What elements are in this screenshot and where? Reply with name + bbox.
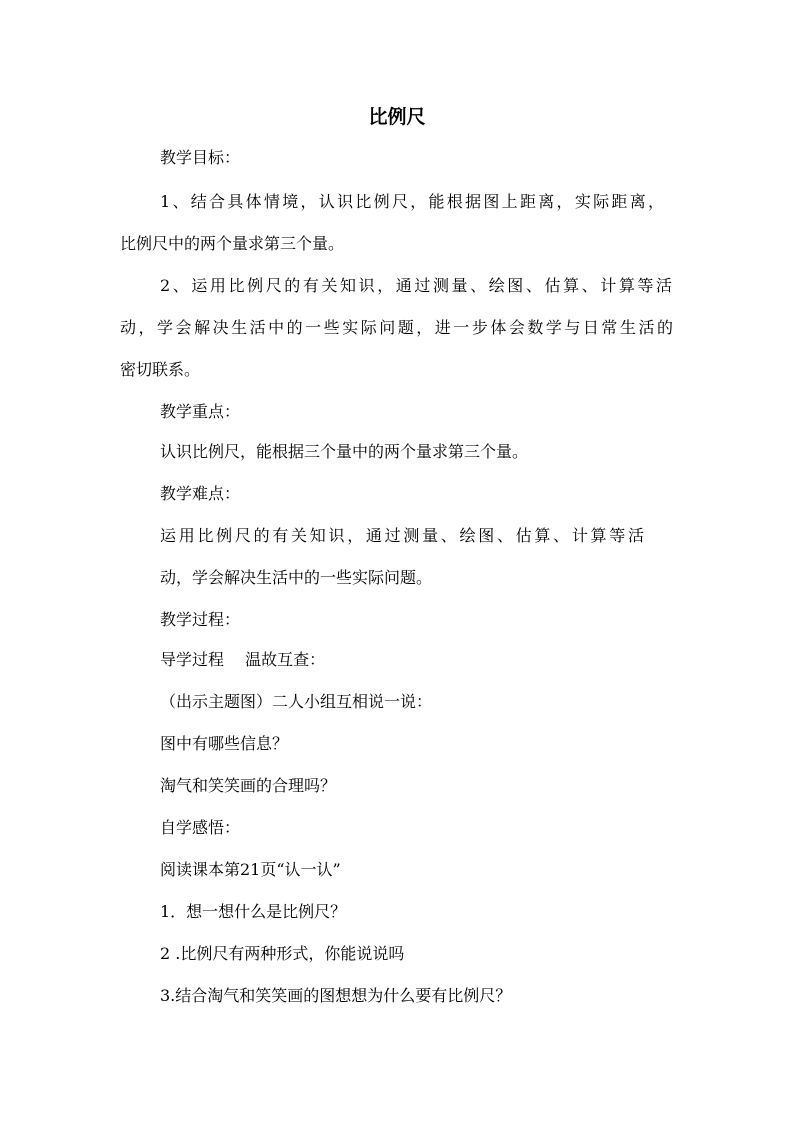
objective-1-line-2: 比例尺中的两个量求第三个量。 — [120, 234, 345, 253]
objectives-heading: 教学目标： — [160, 148, 241, 167]
question-2: 淘气和笑笑画的合理吗？ — [160, 776, 337, 795]
objective-2-line-3: 密切联系。 — [120, 360, 201, 379]
process-heading: 教学过程： — [160, 610, 241, 629]
step-2: 2 .比例尺有两种形式，你能说说吗 — [160, 944, 405, 963]
difficulties-heading: 教学难点： — [160, 484, 241, 503]
reading-assignment: 阅读课本第21页“认一认” — [160, 860, 341, 879]
step-3: 3.结合淘气和笑笑画的图想想为什么要有比例尺？ — [160, 986, 512, 1005]
objective-2-line-2: 动，学会解决生活中的一些实际问题，进一步体会数学与日常生活的 — [120, 318, 673, 337]
show-theme-image: （出示主题图）二人小组互相说一说： — [160, 692, 433, 711]
key-points-text: 认识比例尺，能根据三个量中的两个量求第三个量。 — [160, 442, 529, 461]
difficulties-line-1: 运用比例尺的有关知识，通过测量、绘图、估算、计算等活 — [160, 526, 644, 545]
question-1: 图中有哪些信息？ — [160, 734, 289, 753]
key-points-heading: 教学重点： — [160, 402, 241, 421]
guide-review: 导学过程 温故互查： — [160, 650, 326, 669]
self-study-heading: 自学感悟： — [160, 818, 241, 837]
difficulties-line-2: 动，学会解决生活中的一些实际问题。 — [160, 568, 433, 587]
objective-2-line-1: 2、运用比例尺的有关知识，通过测量、绘图、估算、计算等活 — [160, 276, 672, 295]
document-title: 比例尺 — [368, 106, 426, 128]
step-1: 1．想一想什么是比例尺？ — [160, 902, 347, 921]
objective-1-line-1: 1、结合具体情境，认识比例尺，能根据图上距离，实际距离， — [160, 192, 664, 211]
